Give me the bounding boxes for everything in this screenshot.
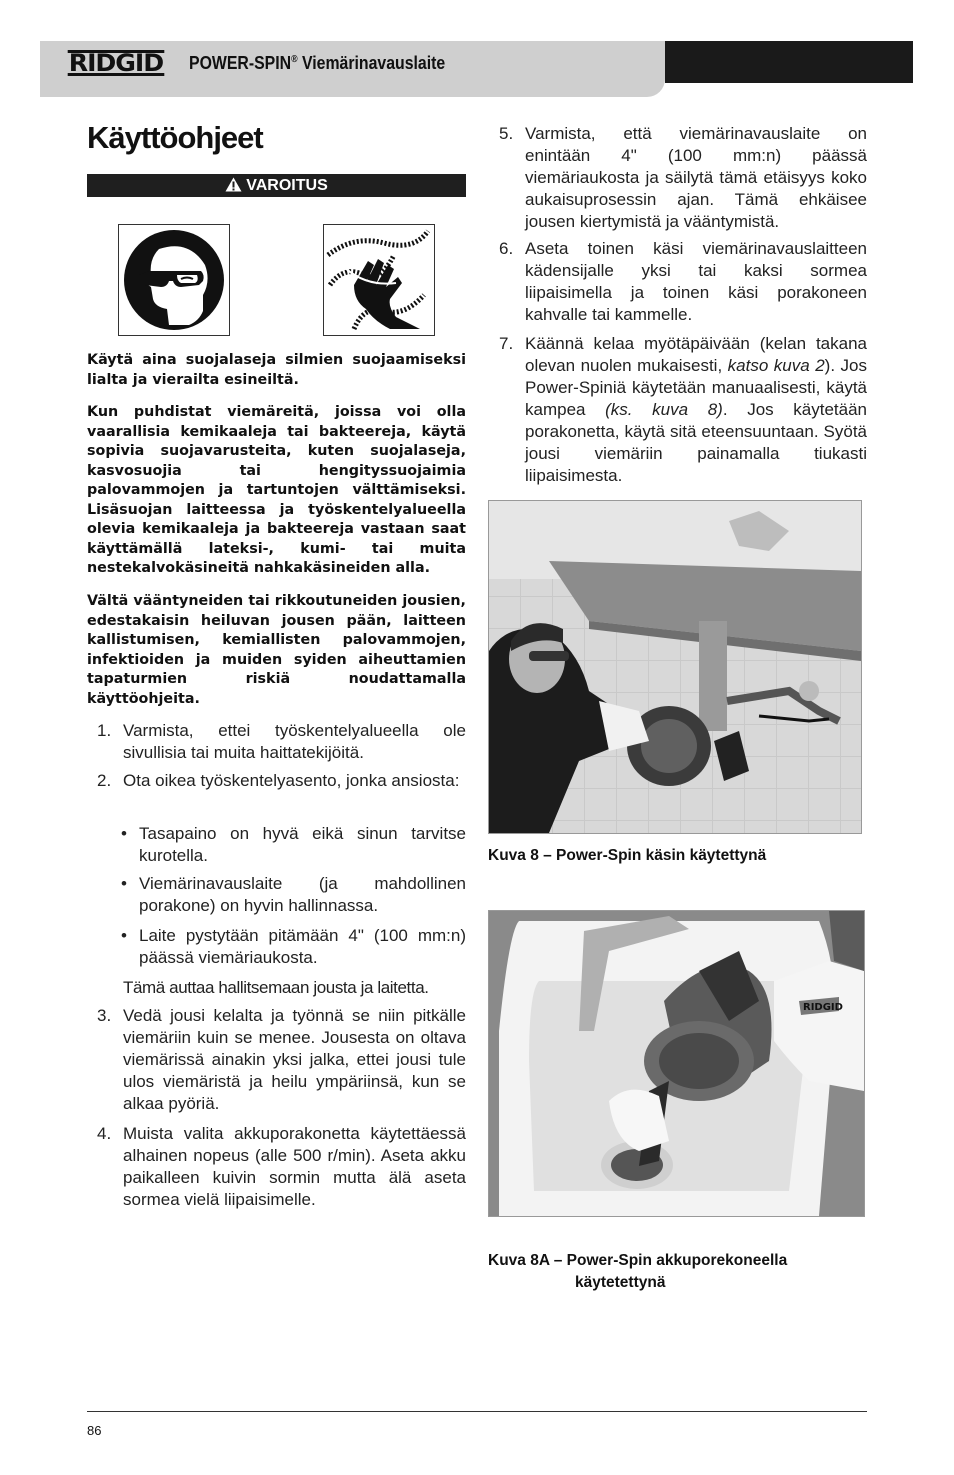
- step-text: Aseta toinen käsi viemärinavauslaitteen kädensijalle yksi tai kaksi sormea liipaisimella ja toinen käsi porakoneen kahvalle tai kammelle.: [525, 239, 867, 324]
- warning-bar: [87, 174, 466, 197]
- step-number: 1.: [97, 721, 112, 740]
- step-4: [97, 1123, 466, 1211]
- bullet-symbol: •: [121, 926, 127, 945]
- footer-rule: [87, 1411, 867, 1412]
- bullet-text: Laite pystytään pitämään 4" (100 mm:n) päässä viemäriaukosta.: [139, 926, 466, 967]
- step-2-note: Tämä auttaa hallitsemaan jousta ja laitetta.: [123, 978, 429, 997]
- page-title: Käyttöohjeet: [87, 120, 263, 155]
- figure-8a-caption-line2: käytetettynä: [575, 1274, 666, 1291]
- step-text: Ota oikea työskentelyasento, jonka ansiosta:: [123, 771, 460, 790]
- step-3: [97, 1005, 466, 1115]
- figure-8-caption: Kuva 8 – Power-Spin käsin käytettynä: [488, 847, 767, 864]
- warning-paragraph: Vältä vääntyneiden tai rikkoutuneiden jousien, edestakaisin heiluvan jousen pään, laitteen kallistumisen, kemiallisten palovammojen, infektioiden ja muiden syiden aiheuttamien tapaturmien riskiä noudattamalla käyttöohjeita.: [87, 593, 466, 707]
- step-6: [499, 238, 867, 326]
- figure-8a-photo: [488, 910, 865, 1217]
- header-product-title: POWER-SPIN: [189, 53, 292, 73]
- glove-logo: RIDGID: [803, 1002, 843, 1013]
- step-number: 4.: [97, 1124, 112, 1143]
- step-1: [97, 720, 466, 764]
- page-number: 86: [87, 1423, 102, 1438]
- step-number: 7.: [499, 334, 514, 353]
- figure-8a-caption-line1: Kuva 8A – Power-Spin akkuporekoneella: [488, 1252, 788, 1269]
- step-text: Vedä jousi kelalta ja työnnä se niin pitkälle viemäriin kuin se menee. Jousesta on oltava viemärissä ainakin yksi jalka, ettei jousi tule ulos viemäristä ja heilu ympäriinsä, kun se alkaa pyöriä.: [123, 1006, 466, 1113]
- bullet-item: [121, 823, 466, 867]
- registered-mark: ®: [291, 54, 298, 65]
- header-title: [189, 53, 445, 74]
- figure-reference: (ks. kuva 8): [605, 400, 723, 419]
- warning-paragraph: Käytä aina suojalaseja silmien suojaamiseksi lialta ja vierailta esineiltä.: [87, 352, 466, 388]
- bullet-symbol: •: [121, 824, 127, 843]
- warning-paragraph: Kun puhdistat viemäreitä, joissa voi olla vaarallisia kemikaaleja tai bakteereja, käytä sopivia suojavarusteita, kuten suojalaseja, kasvosuojia tai hengityssuojaimia palovammojen ja tartuntojen välttämiseksi. Lisäsuojan laitteessa ja työskentelyalueella olevia kemikaaleja ja bakteereja vastaan saat käyttämällä lateksi-, kumi- tai muita nestekalvokäsineitä nahkakäsineiden alla.: [87, 404, 466, 576]
- bullet-text: Viemärinavauslaite (ja mahdollinen porakone) on hyvin hallinnassa.: [139, 874, 466, 915]
- step-number: 2.: [97, 771, 112, 790]
- figure-reference: katso kuva 2: [727, 356, 825, 375]
- step-text-2: ). Jos Power-Spiniä käytetään manuaalisesti, käytä kampea: [525, 356, 868, 419]
- step-text: Muista valita akkuporakonetta käytettäessä alhainen nopeus (alle 500 r/min). Aseta akku paikalleen kuivin sormin mutta älä aseta sormea vielä liipaisimelle.: [123, 1124, 466, 1209]
- entanglement-hand-icon: [323, 224, 435, 336]
- safety-goggles-icon: [118, 224, 230, 336]
- bullet-item: [121, 925, 466, 969]
- bullet-item: [121, 873, 466, 917]
- bullet-text: Tasapaino on hyvä eikä sinun tarvitse kurotella.: [139, 824, 466, 865]
- bullet-symbol: •: [121, 874, 127, 893]
- step-number: 3.: [97, 1006, 112, 1025]
- step-text: Varmista, ettei työskentelyalueella ole sivullisia tai muita haittatekijöitä.: [123, 721, 466, 762]
- ridgid-logo: RIDGID: [68, 49, 164, 77]
- step-text-3: . Jos käytetään porakonetta, käytä sitä eteensuuntaan. Syötä jousi viemäriin painamalla tiukasti liipaisimesta.: [525, 400, 868, 485]
- step-text-1: Käännä kelaa myötäpäivään (kelan takana olevan nuolen mukaisesti,: [525, 334, 867, 375]
- header-product-subtitle: Viemärinavauslaite: [297, 53, 446, 73]
- warning-label: VAROITUS: [246, 177, 328, 194]
- warning-triangle-icon: [225, 177, 242, 192]
- step-2: [97, 770, 466, 792]
- figure-8-photo: [488, 500, 862, 834]
- step-number: 5.: [499, 124, 514, 143]
- step-number: 6.: [499, 239, 514, 258]
- step-5: [499, 123, 867, 233]
- step-text: Varmista, että viemärinavauslaite on enintään 4" (100 mm:n) päässä viemäriaukosta ja säilytä tämä etäisyys koko aukaisuprosessin ajan. Tämä ehkäisee jousen kiertymistä ja vääntymistä.: [525, 124, 867, 231]
- step-7: [499, 333, 868, 487]
- header-black-block: [665, 41, 913, 83]
